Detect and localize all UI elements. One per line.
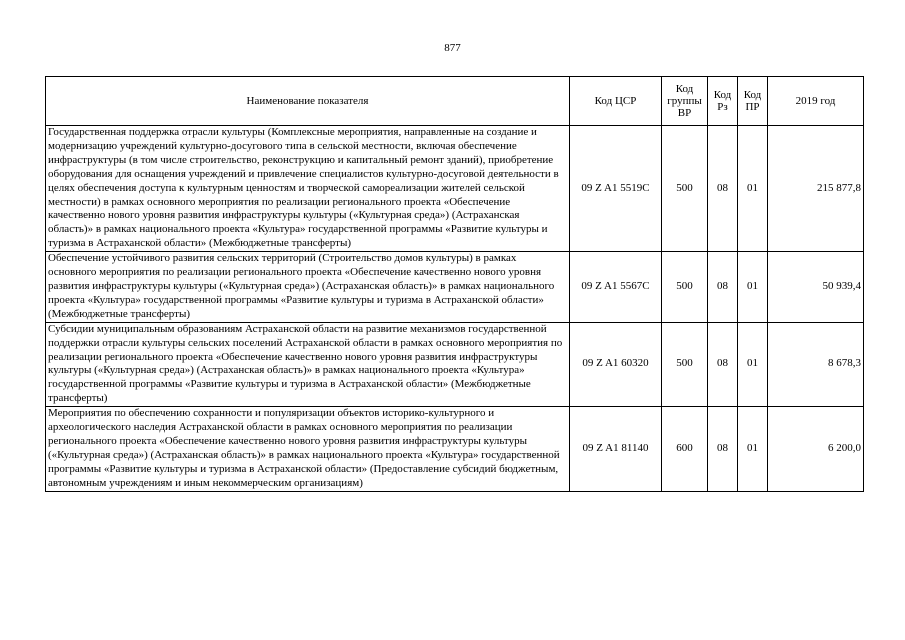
header-csr-code: Код ЦСР: [570, 77, 662, 126]
page-number: 877: [444, 42, 461, 54]
row-amount: 50 939,4: [768, 252, 864, 323]
row-rz-code: 08: [708, 126, 738, 252]
table-row: [46, 322, 864, 406]
row-pr-code: 01: [738, 322, 768, 406]
row-csr-code: 09 Z A1 60320: [570, 322, 662, 406]
header-row: [46, 77, 864, 126]
row-pr-code: 01: [738, 407, 768, 491]
row-pr-code: 01: [738, 252, 768, 323]
table-row: [46, 252, 864, 323]
row-vr-code: 500: [662, 252, 708, 323]
row-csr-code: 09 Z A1 5519C: [570, 126, 662, 252]
header-year: 2019 год: [768, 77, 864, 126]
header-rz-code: Код Рз: [708, 77, 738, 126]
row-name: Мероприятия по обеспечению сохранности и популяризации объектов историко-культурного и археологического наследия Астраханской области в рамках основного мероприятия по реализации регионального проекта «Обеспечение качественно нового уровня развития инфраструктуры культуры («Культурная среда») (Астраханская область)» в рамках национального проекта «Культура» государственной программы «Развитие культуры и туризма в Астраханской области» (Предоставление субсидий бюджетным, автономным учреждениям и иным некоммерческим организациям): [46, 407, 570, 491]
table-body: [46, 126, 864, 492]
header-name: Наименование показателя: [46, 77, 570, 126]
row-amount: 215 877,8: [768, 126, 864, 252]
row-vr-code: 500: [662, 126, 708, 252]
table-row: [46, 407, 864, 491]
row-rz-code: 08: [708, 252, 738, 323]
table-header: [46, 77, 864, 126]
row-csr-code: 09 Z A1 81140: [570, 407, 662, 491]
row-rz-code: 08: [708, 407, 738, 491]
row-name: Обеспечение устойчивого развития сельских территорий (Строительство домов культуры) в рамках основного мероприятия по реализации регионального проекта «Обеспечение качественно нового уровня развития инфраструктуры культуры («Культурная среда») (Астраханская область)» в рамках национального проекта «Культура» государственной программы «Развитие культуры и туризма в Астраханской области» (Межбюджетные трансферты): [46, 252, 570, 323]
row-vr-code: 600: [662, 407, 708, 491]
header-pr-code: Код ПР: [738, 77, 768, 126]
row-pr-code: 01: [738, 126, 768, 252]
row-name: Субсидии муниципальным образованиям Астраханской области на развитие механизмов государственной поддержки отрасли культуры сельских поселений Астраханской области в рамках основного мероприятия по реализации регионального проекта «Обеспечение качественно нового уровня развития инфраструктуры культуры («Культурная среда») (Астраханская область)» в рамках национального проекта «Культура» государственной программы «Развитие культуры и туризма в Астраханской области» (Межбюджетные трансферты): [46, 322, 570, 406]
header-vr-code: Код группы ВР: [662, 77, 708, 126]
budget-table: [45, 76, 864, 492]
row-rz-code: 08: [708, 322, 738, 406]
row-csr-code: 09 Z A1 5567C: [570, 252, 662, 323]
table-row: [46, 126, 864, 252]
row-vr-code: 500: [662, 322, 708, 406]
row-amount: 8 678,3: [768, 322, 864, 406]
row-name: Государственная поддержка отрасли культуры (Комплексные мероприятия, направленные на создание и модернизацию учреждений культурно-досугового типа в сельской местности, включая обеспечение инфраструктуры (в том числе строительство, реконструкцию и капитальный ремонт зданий), приобретение оборудования для оснащения учреждений и привлечение специалистов культурно-досуговой деятельности в целях обеспечения доступа к культурным ценностям и творческой самореализации жителей сельской местности) в рамках основного мероприятия по реализации регионального проекта «Обеспечение качественно нового уровня развития инфраструктуры культуры («Культурная среда») (Астраханская область)» в рамках национального проекта «Культура» государственной программы «Развитие культуры и туризма в Астраханской области» (Межбюджетные трансферты): [46, 126, 570, 252]
row-amount: 6 200,0: [768, 407, 864, 491]
